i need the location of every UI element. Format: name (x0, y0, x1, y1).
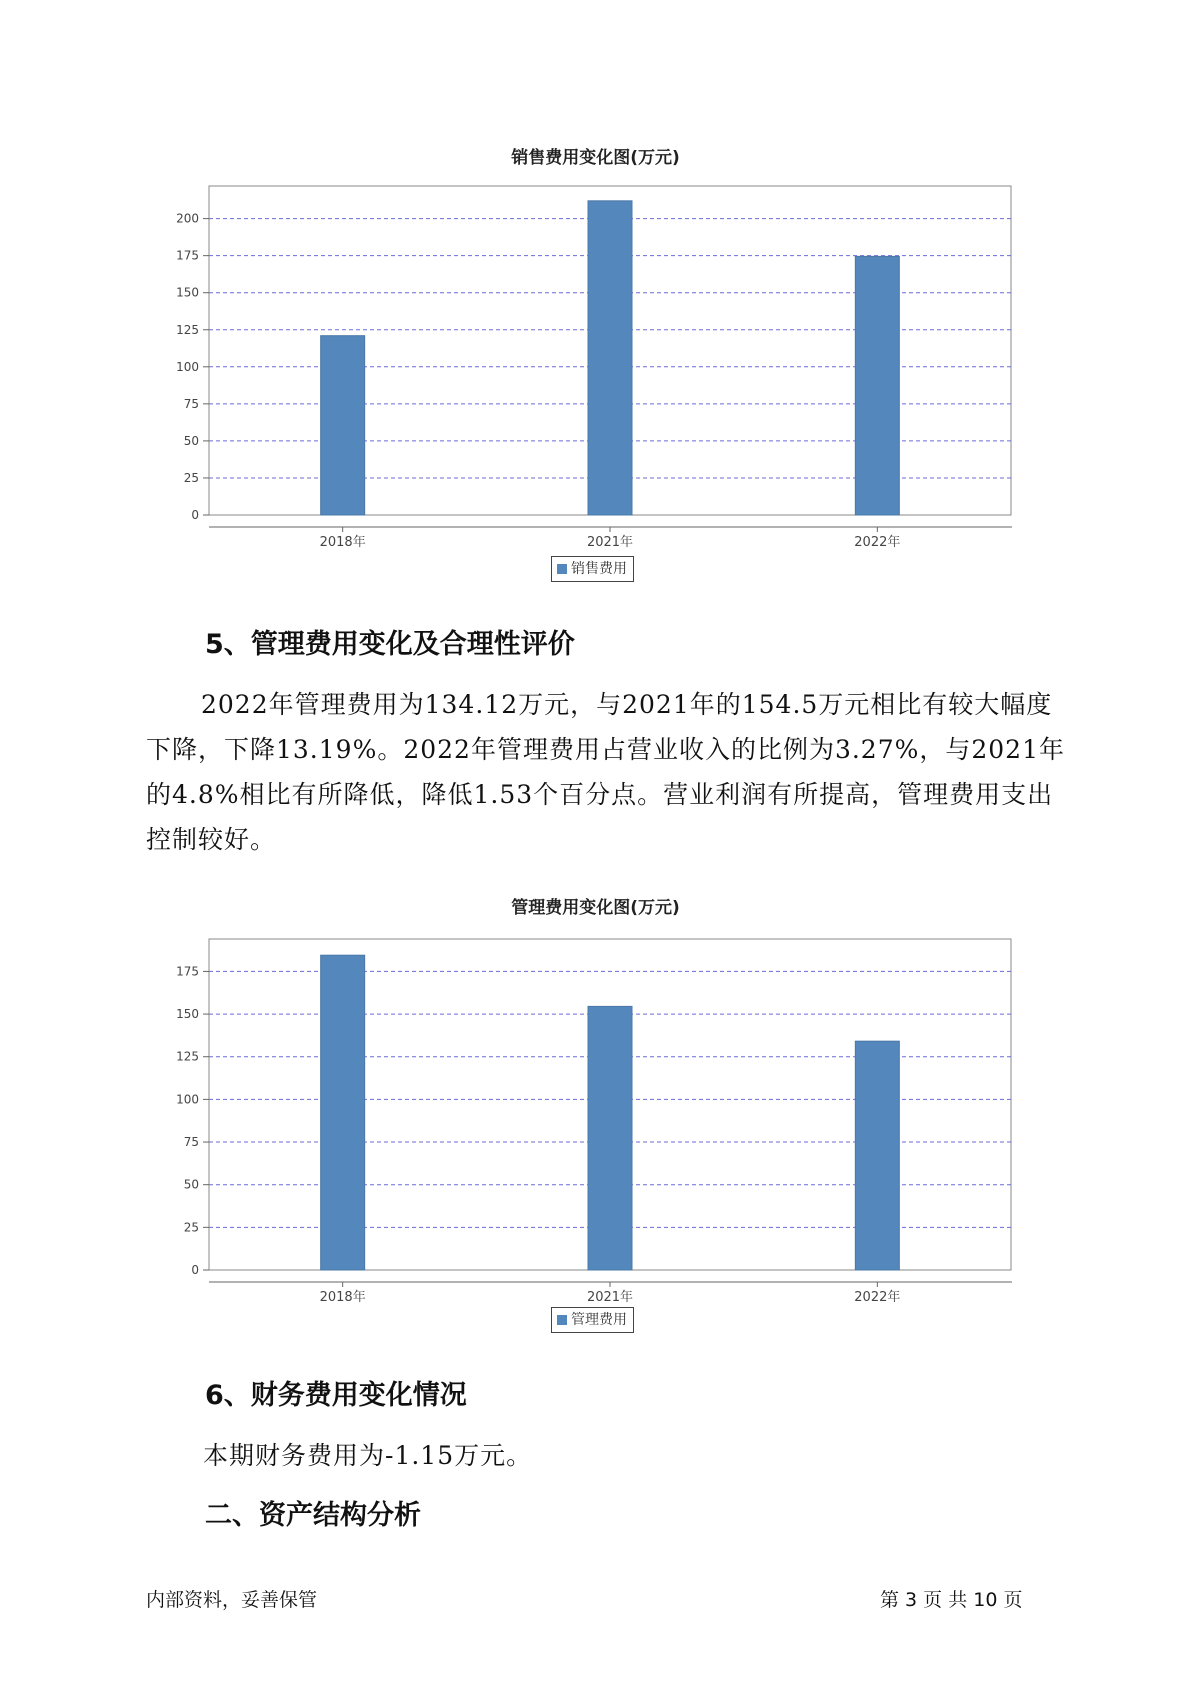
y-tick-label: 75 (183, 1135, 199, 1150)
section6-text: 本期财务费用为-1.15万元。 (203, 1441, 533, 1470)
x-tick-label: 2022年 (854, 1290, 901, 1305)
y-tick-label: 25 (183, 1220, 199, 1235)
y-tick-label: 150 (176, 285, 199, 300)
chart2-title: 管理费用变化图(万元) (511, 898, 680, 918)
y-tick-label: 100 (176, 1092, 199, 1107)
y-tick-label: 150 (176, 1007, 199, 1022)
y-tick-label: 0 (191, 508, 199, 522)
section5-heading: 5、管理费用变化及合理性评价 (205, 629, 575, 660)
y-tick-label: 125 (176, 322, 199, 337)
x-tick-label: 2018年 (319, 1290, 366, 1305)
x-tick-label: 2022年 (854, 535, 901, 550)
chart2-legend-label: 管理费用 (571, 1312, 627, 1328)
x-tick-label: 2021年 (586, 535, 634, 550)
y-tick-label: 50 (183, 433, 199, 448)
y-tick-label: 100 (176, 359, 199, 374)
x-tick-label: 2021年 (586, 1290, 634, 1305)
footer-left: 内部资料，妥善保管 (146, 1589, 318, 1611)
bar-2018年 (321, 955, 365, 1270)
bar-2022年 (855, 1041, 899, 1270)
y-tick-label: 50 (183, 1177, 199, 1192)
y-tick-label: 25 (183, 470, 199, 485)
y-tick-label: 200 (176, 211, 199, 226)
chart1-title: 销售费用变化图(万元) (511, 148, 680, 168)
bar-2021年 (588, 1006, 632, 1270)
section6-heading: 6、财务费用变化情况 (205, 1380, 467, 1411)
legend-swatch (557, 1315, 567, 1325)
chart2-legend (551, 1307, 634, 1333)
part2-heading: 二、资产结构分析 (205, 1500, 421, 1531)
chart1-legend-label: 销售费用 (571, 561, 627, 577)
x-tick-label: 2018年 (319, 535, 366, 550)
y-tick-label: 175 (176, 964, 199, 979)
y-tick-label: 175 (176, 248, 199, 263)
y-tick-label: 0 (191, 1263, 199, 1277)
section5-paragraph: 2022年管理费用为134.12万元，与2021年的154.5万元相比有较大幅度下降，下降13.19%。2022年管理费用占营业收入的比例为3.27%，与2021年的4.8%相比有所降低，降低1.53个百分点。营业利润有所提高，管理费用支出控制较好。 (146, 690, 1065, 854)
y-tick-label: 125 (176, 1049, 199, 1064)
footer-page-number: 第 3 页 共 10 页 (880, 1589, 1023, 1611)
y-tick-label: 75 (183, 396, 199, 411)
